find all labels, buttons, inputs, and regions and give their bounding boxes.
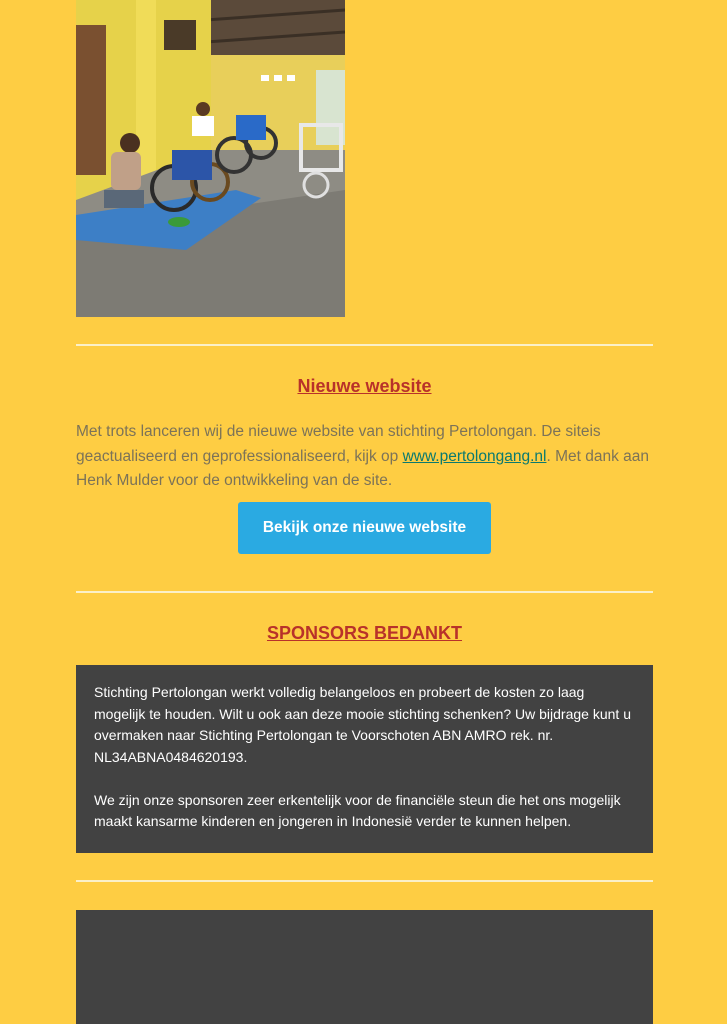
new-website-text-part-1: Met trots lanceren wij de nieuwe website van stichting Pertolongan. De siteis geactualiseerd en geprofessionaliseerd, kijk op	[76, 423, 601, 465]
workshop-photo-illustration	[76, 0, 345, 317]
new-website-title: Nieuwe website	[297, 376, 432, 396]
view-new-website-button[interactable]: Bekijk onze nieuwe website	[238, 502, 491, 554]
sponsors-paragraph-2: We zijn onze sponsoren zeer erkentelijk voor de financiële steun die het ons mogelijk maakt kansarme kinderen en jongeren in Indonesië verder te kunnen helpen.	[94, 791, 621, 829]
workshop-photo	[76, 0, 345, 317]
section-divider	[76, 344, 653, 346]
new-website-text	[76, 420, 656, 494]
next-section-box	[76, 910, 653, 1024]
new-website-text-part-2: . Met dank aan Henk Mulder voor de ontwikkeling van de site.	[76, 447, 650, 489]
section-divider	[76, 591, 653, 593]
sponsors-title: SPONSORS BEDANKT	[266, 623, 463, 643]
sponsors-paragraph-1: Stichting Pertolongan werkt volledig belangeloos en probeert de kosten zo laag mogelijk te houden. Wilt u ook aan deze mooie stichting schenken? Uw bijdrage kunt u overmaken naar Stichting Pertolongan te Voorschoten ABN AMRO rek. nr. NL34ABNA0484620193.	[94, 684, 631, 765]
sponsors-box	[76, 665, 653, 853]
website-link[interactable]: www.pertolongang.nl	[402, 447, 547, 465]
section-divider	[76, 880, 653, 882]
